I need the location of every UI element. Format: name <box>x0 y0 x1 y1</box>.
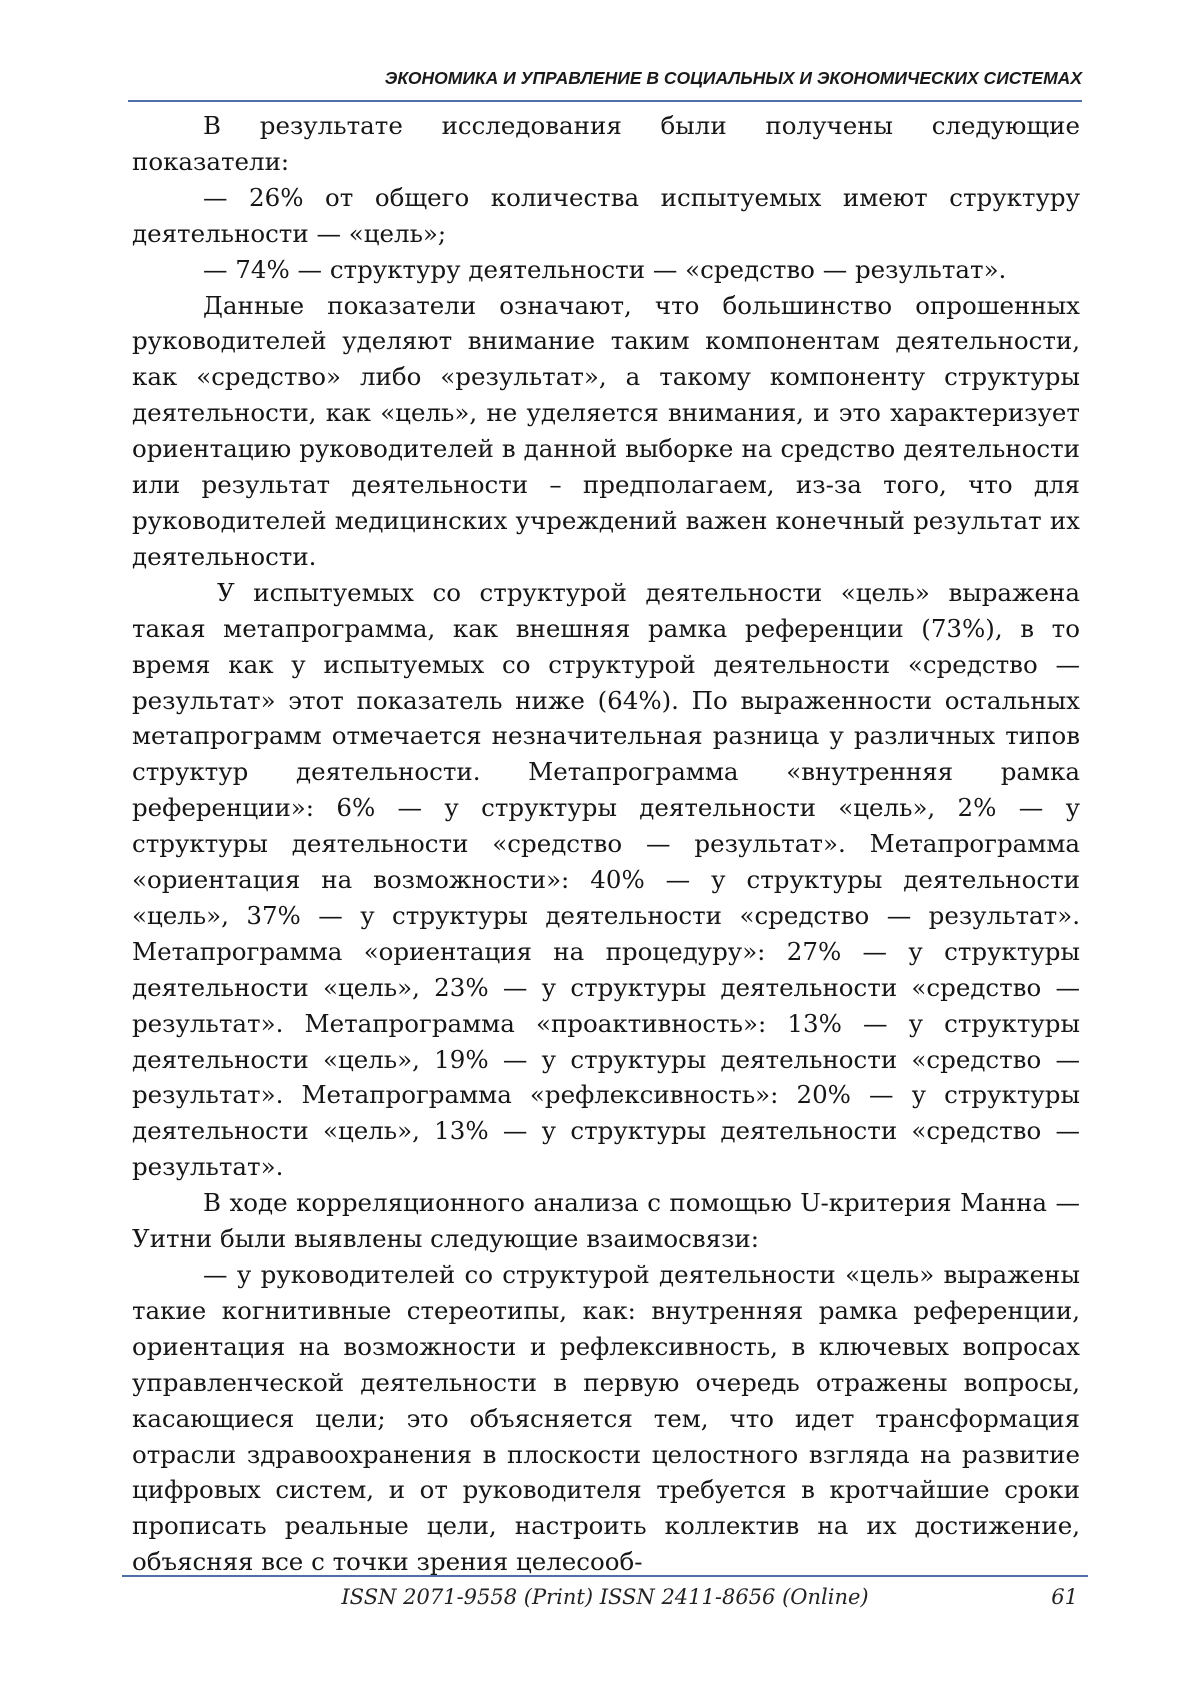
article-body <box>132 108 1080 1580</box>
footer-issn: ISSN 2071-9558 (Print) ISSN 2411-8656 (Online) <box>341 1585 869 1609</box>
paragraph: В ходе корреляционного анализа с помощью U-критерия Манна — Уитни были выявлены следующие взаимосвязи: <box>132 1188 1080 1254</box>
list-item: — 74% — структуру деятельности — «средство — результат». <box>203 254 1007 284</box>
paragraph: В результате исследования были получены следующие показатели: <box>132 111 1080 176</box>
running-title: ЭКОНОМИКА И УПРАВЛЕНИЕ В СОЦИАЛЬНЫХ И ЭКОНОМИЧЕСКИХ СИСТЕМАХ <box>384 68 1082 88</box>
paragraph: Данные показатели означают, что большинство опрошенных руководителей уделяют внимание таким компонентам деятельности, как «средство» либо «результат», а такому компоненту структуры деятельности, как «цель», не уделяется внимания, и это характеризует ориентацию руководителей в данной выборке на средство деятельности или результат деятельности – предполагаем, из-за того, что для руководителей медицинских учреждений важен конечный результат их деятельности. <box>132 290 1080 571</box>
page-number: 61 <box>1051 1585 1078 1609</box>
paragraph: У испытуемых со структурой деятельности «цель» выражена такая метапрограмма, как внешняя рамка референции (73%), в то время как у испытуемых со структурой деятельности «средство — результат» этот показатель ниже (64%). По выраженности остальных метапрограмм отмечается незначительная разница у различных типов структур деятельности. Метапрограмма «внутренняя рамка референции»: 6% — у структуры деятельности «цель», 2% — у структуры деятельности «средство — результат». Метапрограмма «ориентация на возможности»: 40% — у структуры деятельности «цель», 37% — у структуры деятельности «средство — результат». Метапрограмма «ориентация на процедуру»: 27% — у структуры деятельности «цель», 23% — у структуры деятельности «средство — результат». Метапрограмма «проактивность»: 13% — у структуры деятельности «цель», 19% — у структуры деятельности «средство — результат». Метапрограмма «рефлексивность»: 20% — у структуры деятельности «цель», 13% — у структуры деятельности «средство — результат». <box>132 577 1080 1182</box>
footer-divider <box>122 1575 1088 1577</box>
list-item: — 26% от общего количества испытуемых имеют структуру деятельности — «цель»; <box>132 182 1080 248</box>
list-item: — у руководителей со структурой деятельности «цель» выражены такие когнитивные стереотипы, как: внутренняя рамка референции, ориентация на возможности и рефлексивность, в ключевых вопросах управленческой деятельности в первую очередь отражены вопросы, касающиеся цели; это объясняется тем, что идет трансформация отрасли здравоохранения в плоскости целостного взгляда на развитие цифровых систем, и от руководителя требуется в кротчайшие сроки прописать реальные цели, настроить коллектив на их достижение, объясняя все с точки зрения целесооб- <box>132 1260 1080 1577</box>
header-divider <box>128 100 1082 102</box>
